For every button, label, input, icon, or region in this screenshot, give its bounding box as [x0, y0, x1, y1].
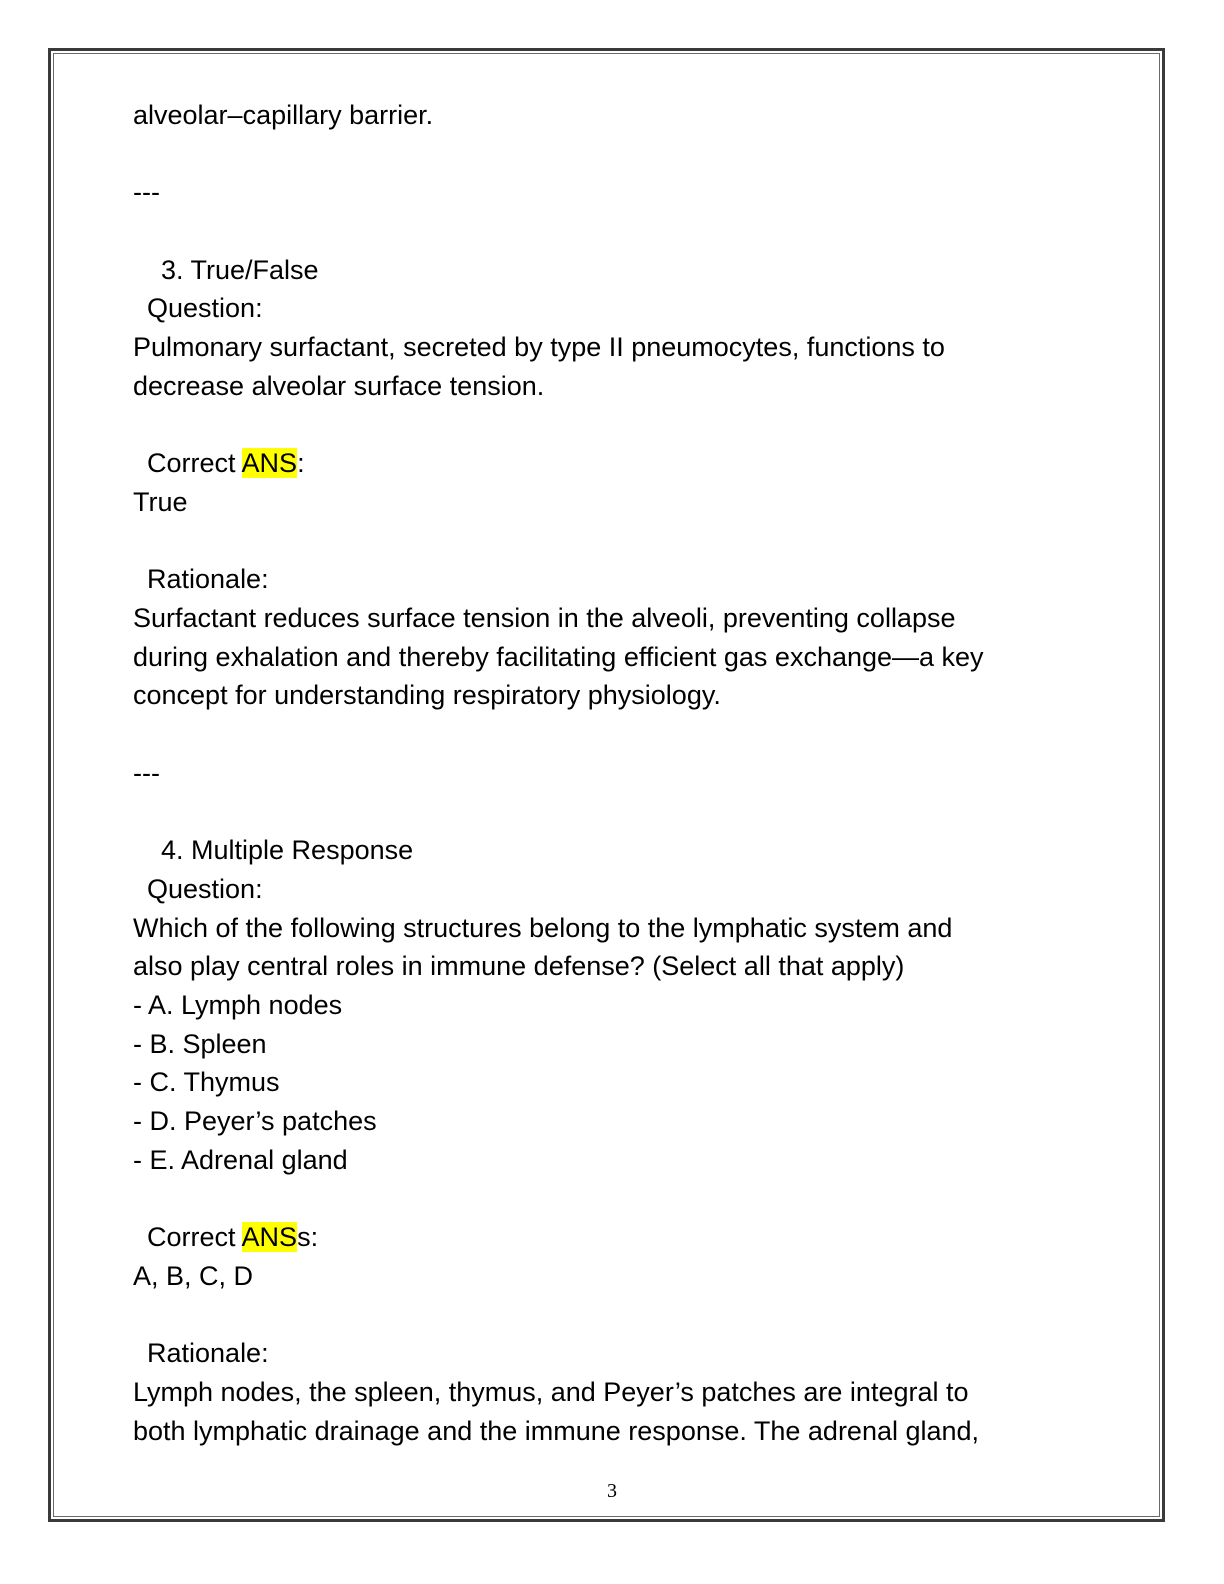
q4-question-label: Question: — [147, 873, 263, 904]
blank-line — [133, 793, 1073, 832]
separator: --- — [133, 757, 160, 788]
q3-correct-highlight: ANS — [241, 448, 298, 479]
q3-heading: 3. True/False — [161, 254, 319, 285]
q4-option: - C. Thymus — [133, 1067, 280, 1098]
q4-correct-highlight: ANS — [241, 1222, 298, 1253]
document-body — [133, 96, 1073, 1450]
q3-correct-label — [133, 444, 1073, 483]
q4-question-line: Which of the following structures belong to the lymphatic system and — [133, 912, 953, 943]
q3-question-line: decrease alveolar surface tension. — [133, 370, 545, 401]
blank-line — [133, 135, 1073, 174]
q3-question-line: Pulmonary surfactant, secreted by type II pneumocytes, functions to — [133, 332, 945, 363]
q3-rationale-line: Surfactant reduces surface tension in the alveoli, preventing collapse — [133, 603, 956, 634]
q4-option: - A. Lymph nodes — [133, 990, 343, 1021]
continued-text-line: alveolar–capillary barrier. — [133, 100, 434, 130]
blank-line — [133, 715, 1073, 754]
q3-rationale-line: during exhalation and thereby facilitating efficient gas exchange—a key — [133, 641, 984, 672]
q4-rationale-line: Lymph nodes, the spleen, thymus, and Peyer’s patches are integral to — [133, 1377, 969, 1408]
page-number: 3 — [607, 1480, 617, 1502]
q4-option: - B. Spleen — [133, 1028, 267, 1059]
blank-line — [133, 1296, 1073, 1335]
q4-question-line: also play central roles in immune defense? (Select all that apply) — [133, 951, 905, 982]
blank-line — [133, 212, 1073, 251]
q4-correct-prefix: Correct — [147, 1222, 242, 1253]
q4-option: - D. Peyer’s patches — [133, 1106, 377, 1137]
q3-answer: True — [133, 486, 188, 517]
blank-line — [133, 522, 1073, 561]
separator: --- — [133, 177, 160, 208]
q4-rationale-label: Rationale: — [147, 1338, 269, 1369]
q4-heading: 4. Multiple Response — [161, 835, 414, 866]
q4-correct-suffix: s: — [297, 1222, 319, 1253]
q4-correct-label — [133, 1218, 1073, 1257]
q4-rationale-line: both lymphatic drainage and the immune response. The adrenal gland, — [133, 1415, 980, 1446]
q3-rationale-label: Rationale: — [147, 564, 269, 595]
q3-question-label: Question: — [147, 293, 263, 324]
q3-rationale-line: concept for understanding respiratory physiology. — [133, 680, 721, 711]
blank-line — [133, 1180, 1073, 1219]
q4-option: - E. Adrenal gland — [133, 1144, 348, 1175]
blank-line — [133, 406, 1073, 445]
q3-correct-suffix: : — [297, 448, 305, 479]
q4-answer: A, B, C, D — [133, 1260, 254, 1291]
q3-correct-prefix: Correct — [147, 448, 242, 479]
